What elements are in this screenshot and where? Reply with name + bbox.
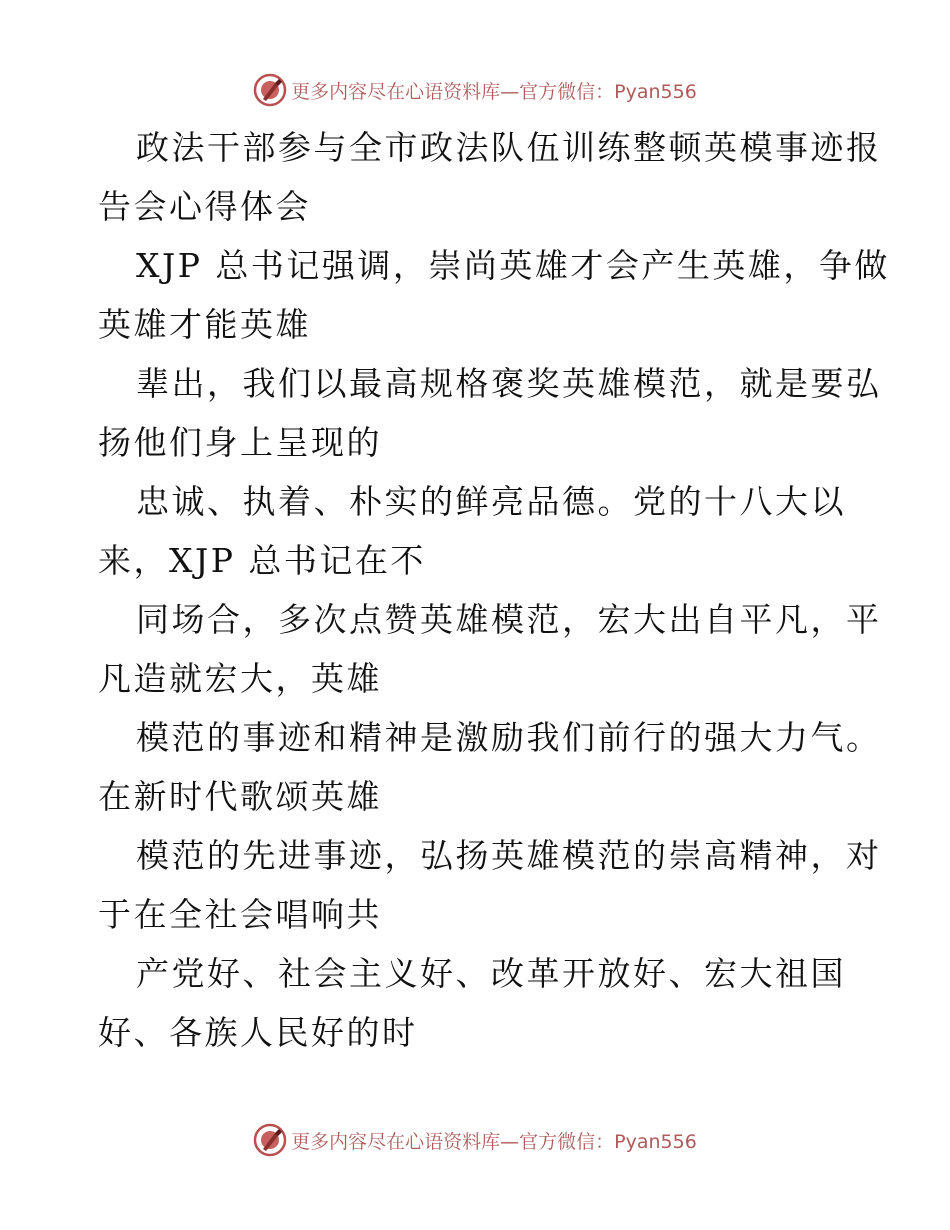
- text-line: 同场合，多次点赞英雄模范，宏大出自平凡，平: [136, 600, 882, 639]
- text-line: 英雄才能英雄: [98, 305, 311, 344]
- text-line: 好、各族人民好的时: [98, 1013, 418, 1052]
- text-line: 于在全社会唱响共: [98, 895, 382, 934]
- text-line: 凡造就宏大，英雄: [98, 659, 382, 698]
- text-line: 政法干部参与全市政法队伍训练整顿英模事迹报: [136, 128, 882, 167]
- text-line: 辈出，我们以最高规格褒奖英雄模范，就是要弘: [136, 364, 882, 403]
- pen-logo-icon: [253, 1123, 287, 1157]
- header-banner-text: 更多内容尽在心语资料库—官方微信：Pyan556: [291, 80, 697, 103]
- text-line: 模范的先进事迹，弘扬英雄模范的崇高精神，对: [136, 836, 882, 875]
- header-banner: [0, 70, 950, 110]
- text-line: 模范的事迹和精神是激励我们前行的强大力气。: [136, 718, 882, 757]
- text-line: 忠诚、执着、朴实的鲜亮品德。党的十八大以: [136, 482, 846, 521]
- text-line: 来，XJP 总书记在不: [98, 541, 426, 580]
- text-line: 产党好、社会主义好、改革开放好、宏大祖国: [136, 954, 846, 993]
- footer-banner-text: 更多内容尽在心语资料库—官方微信：Pyan556: [291, 1130, 697, 1153]
- pen-logo-icon: [253, 73, 287, 107]
- text-line: 在新时代歌颂英雄: [98, 777, 382, 816]
- text-line: XJP 总书记强调，崇尚英雄才会产生英雄，争做: [136, 246, 890, 285]
- text-line: 扬他们身上呈现的: [98, 423, 382, 462]
- document-body: [98, 118, 890, 1062]
- text-line: 告会心得体会: [98, 187, 311, 226]
- footer-banner: [0, 1120, 950, 1160]
